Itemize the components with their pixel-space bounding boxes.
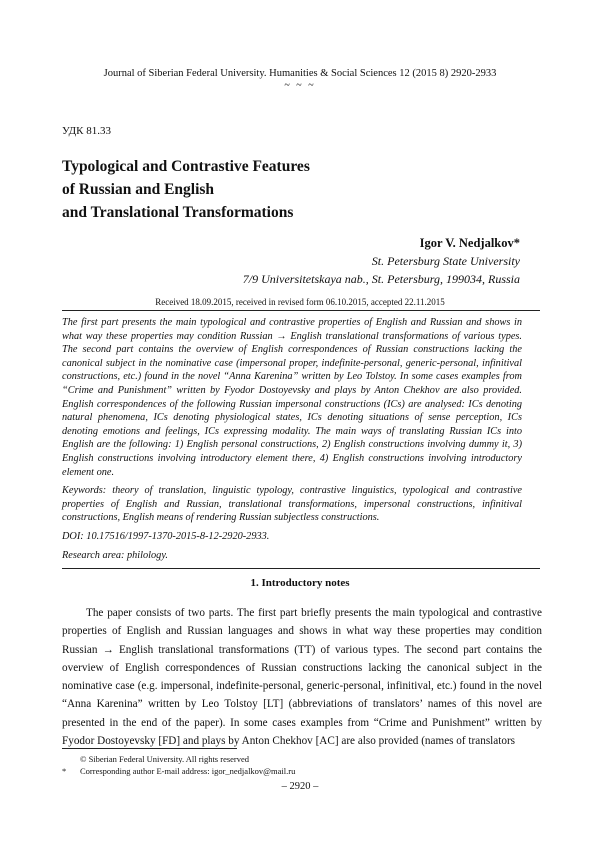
body-paragraph: The paper consists of two parts. The first part briefly presents the main typological and contrastive properties of English and Russian languages and shows in what way these properties may condition Russian → English translational transformations (TT) of various types. The second part contains the overview of English correspondences of Russian constructions lacking the canonical subject in the nominative case (e.g. impersonal, indefinite-personal, generic-personal, infinitival, etc.) found in the novel “Anna Karenina” written by Leo Tolstoy [LT] (abbreviations of translators’ names of this novel are presented in the end of the paper). In some cases examples from “Crime and Punishment” written by Fyodor Dostoyevsky [FD] and plays by Anton Chekhov [AC] are also provided (names of translators xyxy=(62,607,542,748)
title-line-3: and Translational Transformations xyxy=(62,204,294,221)
copyright-note xyxy=(62,753,295,765)
author-name: Igor V. Nedjalkov* xyxy=(419,236,520,250)
author-block xyxy=(243,234,520,288)
title-line-1: Typological and Contrastive Features xyxy=(62,158,310,175)
udk-code: УДК 81.33 xyxy=(62,125,112,137)
title-line-2: of Russian and English xyxy=(62,181,215,198)
copyright-text: © Siberian Federal University. All rights reserved xyxy=(80,754,250,764)
section-heading: 1. Introductory notes xyxy=(250,577,350,589)
abstract-block xyxy=(62,316,522,567)
author-university: St. Petersburg State University xyxy=(371,254,520,268)
body-text xyxy=(62,604,542,750)
doi: DOI: 10.17516/1997-1370-2015-8-12-2920-2933. xyxy=(62,530,270,542)
journal-header: Journal of Siberian Federal University. Humanities & Social Sciences 12 (2015 8) 2920-2933 xyxy=(103,68,497,79)
footnote-rule xyxy=(62,748,237,749)
footnote-star: * xyxy=(62,766,67,776)
received-dates: Received 18.09.2015, received in revised form 06.10.2015, accepted 22.11.2015 xyxy=(155,297,445,307)
abstract-text: The first part presents the main typological and contrastive properties of English and Russian and shows in what way these properties may condition Russian → English translational transformations of various types. The second part contains the overview of English correspondences of Russian constructions lacking the canonical subject in the nominative case (impersonal proper, indefinite-personal, generic-personal, infinitival constructions, etc.) found in the novel “Anna Karenina” written by Leo Tolstoy. In some cases examples from “Crime and Punishment” written by Fyodor Dostoyevsky and plays by Anton Chekhov are also provided. English correspondences of the following Russian impersonal constructions (ICs) are analysed: ICs denoting natural phenomena, ICs denoting physiological states, ICs denoting situations of sense perception, ICs denoting emotions and feelings, ICs expressing modality. The main ways of translating Russian ICs into English are the following: 1) English personal constructions, 2) English constructions involving dummy it, 3) English constructions involving introductory element there, 4) English constructions involving introductory element one. xyxy=(62,317,522,478)
abstract-top-rule xyxy=(62,310,540,311)
author-address: 7/9 Universitetskaya nab., St. Petersburg, 199034, Russia xyxy=(242,272,520,286)
research-area: Research area: philology. xyxy=(62,549,168,561)
page-number: – 2920 – xyxy=(281,781,319,792)
article-title xyxy=(62,155,310,224)
keywords: Keywords: theory of translation, linguistic typology, contrastive linguistics, typological and contrastive properties of English and Russian, translational transformations, impersonal constructions, infinitival constructions, English means of rendering Russian subjectless constructions. xyxy=(62,485,522,524)
header-ornament: ~ ~ ~ xyxy=(284,80,316,91)
corresponding-email: Corresponding author E-mail address: igor_nedjalkov@mail.ru xyxy=(80,766,296,776)
corresponding-note xyxy=(62,765,295,777)
footnotes xyxy=(62,753,295,777)
abstract-bottom-rule xyxy=(62,568,540,569)
